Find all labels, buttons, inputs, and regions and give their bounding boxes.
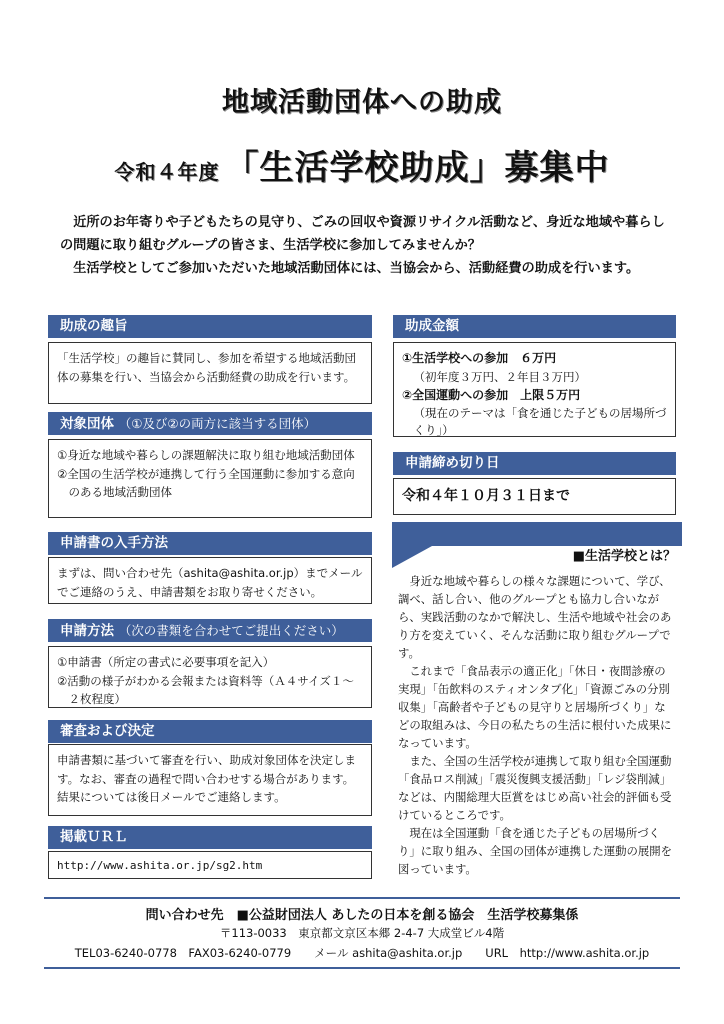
method-heading-note: （次の書類を合わせてご提出ください） [118, 623, 344, 638]
amount-heading-text: 助成金額 [405, 318, 459, 334]
url-link[interactable]: http://www.ashita.or.jp/sg2.htm [57, 859, 263, 872]
review-body: 申請書類に基づいて審査を行い、助成対象団体を決定します。なお、審査の過程で問い合わせする場合があります。結果については後日メールでご連絡します。 [57, 753, 356, 804]
deadline-body: 令和４年１０月３１日まで [402, 488, 570, 504]
amount-line-2: ②全国運動への参加 上限５万円 [402, 388, 581, 402]
method-box [48, 646, 372, 708]
intro-paragraph-2: 生活学校としてご参加いただいた地域活動団体には、当協会から、活動経費の助成を行います。 [73, 261, 640, 276]
target-item-1: ①身近な地域や暮らしの課題解決に取り組む地域活動団体 [57, 448, 355, 462]
method-heading [48, 619, 372, 642]
url-heading-text: 掲載ＵＲＬ [60, 829, 128, 845]
footer-address: 〒113-0033 東京都文京区本郷 2-4-7 大成堂ビル4階 [219, 926, 505, 940]
forms-body: まずは、問い合わせ先（ashita@ashita.or.jp）までメールでご連絡のうえ、申請書類をお取り寄せください。 [57, 566, 363, 599]
purpose-heading [48, 315, 372, 338]
method-heading-text: 申請方法 [60, 623, 114, 639]
url-box [48, 851, 372, 879]
about-heading: ■生活学校とは？ [572, 549, 676, 564]
method-item-2: ②活動の様子がわかる会報または資料等（Ａ４サイズ１～２枚程度） [57, 673, 354, 706]
target-heading [48, 412, 372, 435]
deadline-heading [393, 452, 676, 475]
about-paragraph-2: これまで「食品表示の適正化」「休日・夜間診療の実現」「缶飲料のスティオンタブ化」「資源ごみの分別収集」「高齢者や子どもの見守りと居場所づくり」などの取組みは、今日の私たちの生活に根付いた成果になっています。 [398, 664, 672, 750]
target-box [48, 439, 372, 518]
amount-line-1: ①生活学校への参加 ６万円 [402, 351, 557, 365]
review-heading [48, 720, 372, 743]
amount-heading [393, 315, 676, 338]
forms-box [48, 557, 372, 604]
forms-heading-text: 申請書の入手方法 [60, 535, 168, 551]
target-item-2: ②全国の生活学校が連携して行う全国運動に参加する意向のある地域活動団体 [57, 466, 355, 499]
review-heading-text: 審査および決定 [60, 723, 155, 739]
about-paragraph-1: 身近な地域や暮らしの様々な課題について、学び、調べ、話し合い、他のグループとも協力し合いながら、実践活動のなかで解決し、生活や地域や社会のあり方を変えていく、そんな活動に取り組むグループです。 [398, 574, 672, 660]
about-paragraph-3: また、全国の生活学校が連携して取り組む全国運動「食品ロス削減」「震災復興支援活動」「レジ袋削減」などは、内閣総理大臣賞をはじめ高い社会的評価も受けているところです。 [398, 754, 672, 822]
footer-rule-top [44, 897, 680, 899]
amount-line-1-note: （初年度３万円、２年目３万円） [413, 369, 586, 384]
about-paragraph-4: 現在は全国運動「食を通じた子どもの居場所づくり」に取り組み、全国の団体が連携した運動の展開を図っています。 [398, 826, 673, 876]
url-heading [48, 826, 372, 849]
deadline-box [393, 478, 676, 515]
method-item-1: ①申請書（所定の書式に必要事項を記入） [57, 655, 275, 669]
subtitle-year: 令和４年度 [114, 160, 220, 184]
target-heading-note: （①及び②の両方に該当する団体） [118, 416, 317, 431]
subtitle-main: 「生活学校助成」募集中 [224, 148, 610, 188]
purpose-heading-text: 助成の趣旨 [60, 318, 128, 334]
footer-rule-bottom [44, 967, 680, 969]
page-subtitle [0, 140, 724, 189]
page-title: 地域活動団体への助成 [222, 87, 502, 118]
purpose-box [48, 342, 372, 404]
intro-paragraph-1: 近所のお年寄りや子どもたちの見守り、ごみの回収や資源リサイクル活動など、身近な地域や暮らしの問題に取り組むグループの皆さま、生活学校に参加してみませんか？ [60, 215, 665, 253]
review-box [48, 744, 372, 816]
amount-box [393, 342, 676, 437]
intro-text [60, 211, 670, 280]
deadline-heading-text: 申請締め切り日 [405, 455, 500, 471]
amount-line-2-note: （現在のテーマは「食を通じた子どもの居場所づくり」） [413, 405, 667, 437]
forms-heading [48, 532, 372, 555]
target-heading-text: 対象団体 [60, 416, 114, 432]
footer-title: 問い合わせ先 ■公益財団法人 あしたの日本を創る協会 生活学校募集係 [145, 908, 579, 923]
footer-contact: TEL03-6240-0778 FAX03-6240-0779 メール ashita@ashita.or.jp URL http://www.ashita.or.jp [74, 946, 650, 960]
about-text [398, 572, 677, 878]
purpose-body: 「生活学校」の趣旨に賛同し、参加を希望する地域活動団体の募集を行い、当協会から活動経費の助成を行います。 [57, 351, 356, 384]
